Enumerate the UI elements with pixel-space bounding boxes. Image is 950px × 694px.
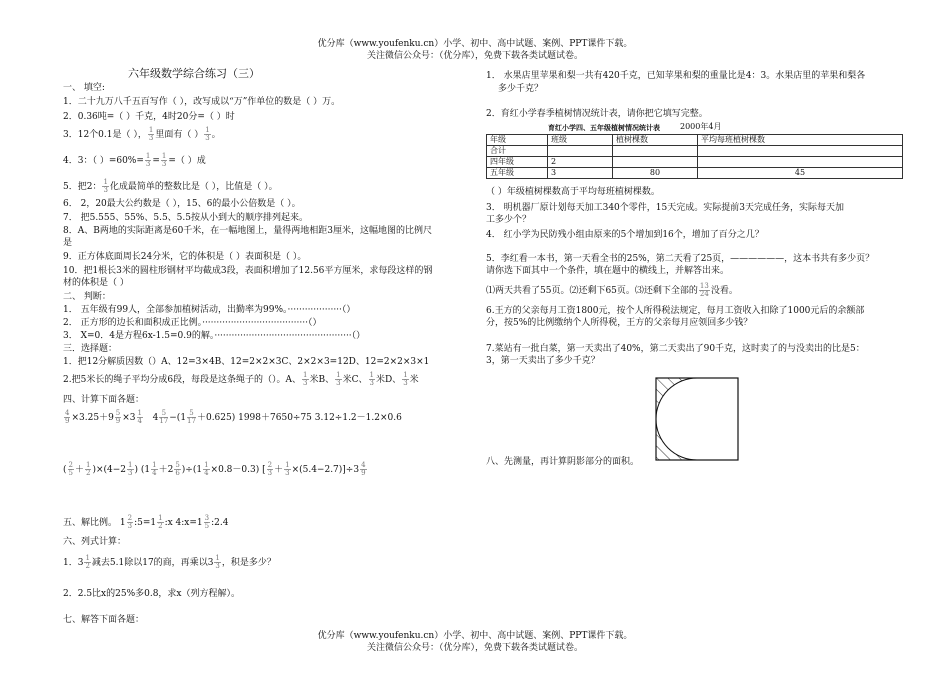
fraction: $\frac{4}{9}$: [65, 409, 70, 425]
fraction: $\frac{5}{17}$: [159, 409, 169, 425]
right-question-8: 八、先测量，再计算阴影部分的面积。: [486, 457, 640, 467]
question-6: 6． 2，20最大公约数是（ ），15、6的最小公倍数是（ ）。: [63, 199, 301, 209]
question-4: 4．3：（ ）=60%= $\frac{1}{3}$ = $\frac{1}{3}$ =（ ）成: [63, 152, 206, 168]
table-header: 年级: [487, 135, 548, 146]
table-cell: [613, 146, 698, 157]
fraction: $\frac{2}{5}$: [68, 461, 73, 477]
choice-2: 2.把5米长的绳子平均分成6段，每段是这条绳子的（）。A、 $\frac{1}{3}$ 米B、 $\frac{1}{3}$ 米C、 $\frac{1}{3}$ 米D、 $\frac{1}{3}$ 米: [63, 371, 419, 387]
fraction: $\frac{1}{4}$: [152, 461, 157, 477]
fraction: $\frac{13}{24}$: [699, 282, 709, 298]
fraction: $\frac{1}{4}$: [137, 409, 143, 425]
question-5: 5．把2： $\frac{1}{3}$ 化成最简单的整数比是（ ），比值是（ ）。: [63, 178, 278, 194]
table-cell: 2: [548, 157, 613, 168]
right-question-2: 2．育红小学春季植树情况统计表，请你把它填写完整。: [486, 109, 708, 119]
section-5-heading: 五、解比例。 1 $\frac{2}{3}$ :5=1 $\frac{1}{2}$ :x 4:x=1 $\frac{3}{5}$ :2.4: [63, 514, 229, 530]
fraction: $\frac{5}{17}$: [187, 409, 196, 425]
fraction: $\frac{5}{6}$: [175, 461, 180, 477]
table-cell: 五年级: [487, 168, 548, 179]
right-question-1-cont: 多少千克？: [498, 84, 544, 94]
question-7: 7． 把5.555、55%、5.5、5.5按从小到大的顺序排列起来。: [63, 213, 308, 223]
table-header: 班级: [548, 135, 613, 146]
table-row: [487, 157, 903, 168]
table-cell: 四年级: [487, 157, 548, 168]
table-header: 平均每班植树棵数: [698, 135, 903, 146]
header-line-1: 优分库（www.youfenku.cn）小学、初中、高中试题、案例、PPT课件下载。: [317, 39, 633, 49]
header-line-2: 关注微信公众号：（优分库），免费下载各类试题试卷。: [366, 51, 583, 61]
right-question-2-note: （ ）年级植树棵数高于平均每班植树棵数。: [486, 187, 660, 197]
question-8-cont: 是: [63, 238, 73, 248]
table-cell: 45: [698, 168, 903, 179]
table-cell: [613, 157, 698, 168]
right-question-4: 4． 红小学为民防残小组由原来的5个增加到16个，增加了百分之几？: [486, 230, 764, 240]
section-4-heading: 四、计算下面各题：: [63, 395, 145, 405]
fraction: $\frac{1}{3}$: [336, 371, 341, 387]
question-9: 9．正方体底面周长24分米，它的体积是（ ）表面积是（ ）。: [63, 252, 307, 262]
fraction: $\frac{4}{9}$: [361, 461, 366, 477]
question-1: 1．二十九万八千五百写作（ ），改写成以“万”作单位的数是（ ）万。: [63, 97, 341, 107]
table-row: [487, 146, 903, 157]
fraction: $\frac{2}{3}$: [267, 461, 273, 477]
table-header: 植树棵数: [613, 135, 698, 146]
shaded-region: [656, 378, 697, 460]
fraction: $\frac{1}{3}$: [303, 371, 308, 387]
right-question-7: 7.菜站有一批白菜，第一天卖出了40%，第二天卖出了90千克，这时卖了的与没卖出的比是5：: [486, 344, 865, 354]
list-calc-1: 1．3 $\frac{1}{2}$ 减去5.1除以17的商，再乘以3 $\frac{1}{3}$ ，积是多少？: [63, 554, 276, 570]
table-row: [487, 168, 903, 179]
fraction: $\frac{1}{3}$: [215, 554, 220, 570]
question-10: 10．把1根长3米的圆柱形钢材平均截成3段，表面积增加了12.56平方厘米，求每段这样的钢: [63, 266, 433, 276]
fraction: $\frac{1}{3}$: [103, 178, 108, 194]
section-2-heading: 二、 判断：: [63, 292, 111, 302]
fraction: $\frac{1}{3}$: [145, 152, 151, 168]
section-7-heading: 七、解答下面各题：: [63, 615, 145, 625]
fraction: $\frac{1}{3}$: [369, 371, 374, 387]
right-question-6: 6.王方的父亲每月工资1800元，按个人所得税法规定，每月工资收入扣除了1000元后的余额部: [486, 306, 865, 316]
list-calc-2: 2．2.5比x的25%多0.8，求x（列方程解）。: [63, 589, 241, 599]
table-cell: 3: [548, 168, 613, 179]
footer-line-2: 关注微信公众号：（优分库），免费下载各类试题试卷。: [366, 643, 583, 653]
fraction: $\frac{1}{2}$: [86, 461, 91, 477]
judge-3: 3． X=0．4是方程6x-1.5=0.9的解。················································（）: [63, 331, 366, 341]
calc-row-1: $\frac{4}{9}$ ×3.25＋9 $\frac{5}{9}$ ×3 $\frac{1}{4}$ 4 $\frac{5}{17}$ −(1 $\frac{5}{17}$ ＋0.625) 1998＋7650÷75 3.12÷1.2－1.2×0.6: [65, 409, 402, 425]
fraction: $\frac{1}{3}$: [161, 152, 167, 168]
right-question-3-cont: 工多少个？: [486, 215, 532, 225]
question-2: 2．0.36吨=（ ）千克，4时20分=（ ）时: [63, 112, 235, 122]
fraction: $\frac{1}{2}$: [158, 514, 163, 530]
fraction: $\frac{5}{9}$: [115, 409, 121, 425]
table-cell: [548, 146, 613, 157]
question-10-cont: 材的体积是（ ）: [63, 278, 129, 288]
fraction: $\frac{1}{3}$: [148, 126, 154, 142]
fraction: $\frac{1}{2}$: [85, 554, 90, 570]
table-cell: 合计: [487, 146, 548, 157]
calc-row-2: ( $\frac{2}{5}$ ＋ $\frac{1}{2}$ )×(4−2 $\frac{1}{3}$ ) (1 $\frac{1}{4}$ ＋2 $\frac{5}{6}$ )÷(1 $\frac{1}{4}$ ×0.8－0.3) [ $\frac{2}{3}$ ＋ $\frac{1}{3}$ ×(5.4−2.7)]÷3 $\frac{4}{9}$: [63, 461, 366, 477]
shaded-area-figure: [655, 377, 739, 461]
section-6-heading: 六、列式计算：: [63, 537, 127, 547]
right-question-7-cont: 3，第一天卖出了多少千克？: [486, 356, 600, 366]
right-question-5-cont: 请你选下面其中一个条件，填在题中的横线上，并解答出来。: [486, 266, 730, 276]
table-cell: [698, 146, 903, 157]
page-title: 六年级数学综合练习（三）: [128, 67, 260, 80]
right-question-1: 1． 水果店里苹果和梨一共有420千克，已知苹果和梨的重量比是4：3。水果店里的苹果和梨各: [486, 71, 866, 81]
question-3: 3．12个0.1是（ ）， $\frac{1}{3}$ 里面有（ ） $\frac{1}{3}$ 。: [63, 126, 221, 142]
table-header-row: [487, 135, 903, 146]
fraction: $\frac{1}{4}$: [204, 461, 209, 477]
right-question-5: 5．李红看一本书，第一天看全书的25%，第二天看了25页，——————，这本书共有多少页？: [486, 254, 875, 264]
fraction: $\frac{1}{3}$: [403, 371, 408, 387]
right-question-3: 3． 明机器厂原计划每天加工340个零件，15天完成。实际提前3天完成任务，实际每天加: [486, 203, 844, 213]
right-question-5-options: ⑴两天共看了55页。⑵还剩下65页。⑶还剩下全部的 $\frac{13}{24}$ 没看。: [486, 282, 738, 298]
table-cell: [698, 157, 903, 168]
table-title: 育红小学四、五年级植树情况统计表: [548, 124, 660, 132]
planting-table: [486, 134, 903, 179]
judge-2: 2． 正方形的边长和面积成正比例。·····································（）: [63, 318, 322, 328]
fraction: $\frac{1}{3}$: [205, 126, 210, 142]
section-1-heading: 一、 填空:: [63, 83, 105, 93]
fraction: $\frac{1}{3}$: [285, 461, 290, 477]
section-3-heading: 三．选择题：: [63, 344, 118, 354]
choice-1: 1．把12分解质因数（）A、12=3×4B、12=2×2×3C、2×2×3=12D、12=2×2×3×1: [63, 357, 430, 367]
footer-line-1: 优分库（www.youfenku.cn）小学、初中、高中试题、案例、PPT课件下载。: [317, 631, 633, 641]
table-cell: 80: [613, 168, 698, 179]
right-question-6-cont: 分，按5%的比例缴纳个人所得税，王方的父亲每月应领回多少钱？: [486, 318, 753, 328]
fraction: $\frac{2}{3}$: [127, 514, 133, 530]
question-8: 8．A、B两地的实际距离是60千米，在一幅地图上，量得两地相距3厘米，这幅地图的比例尺: [63, 226, 433, 236]
fraction: $\frac{1}{3}$: [128, 461, 133, 477]
table-date: 2000年4月: [680, 122, 722, 131]
judge-1: 1． 五年级有99人，全部参加植树活动，出勤率为99%。···················（）: [63, 305, 356, 315]
fraction: $\frac{3}{5}$: [204, 514, 210, 530]
